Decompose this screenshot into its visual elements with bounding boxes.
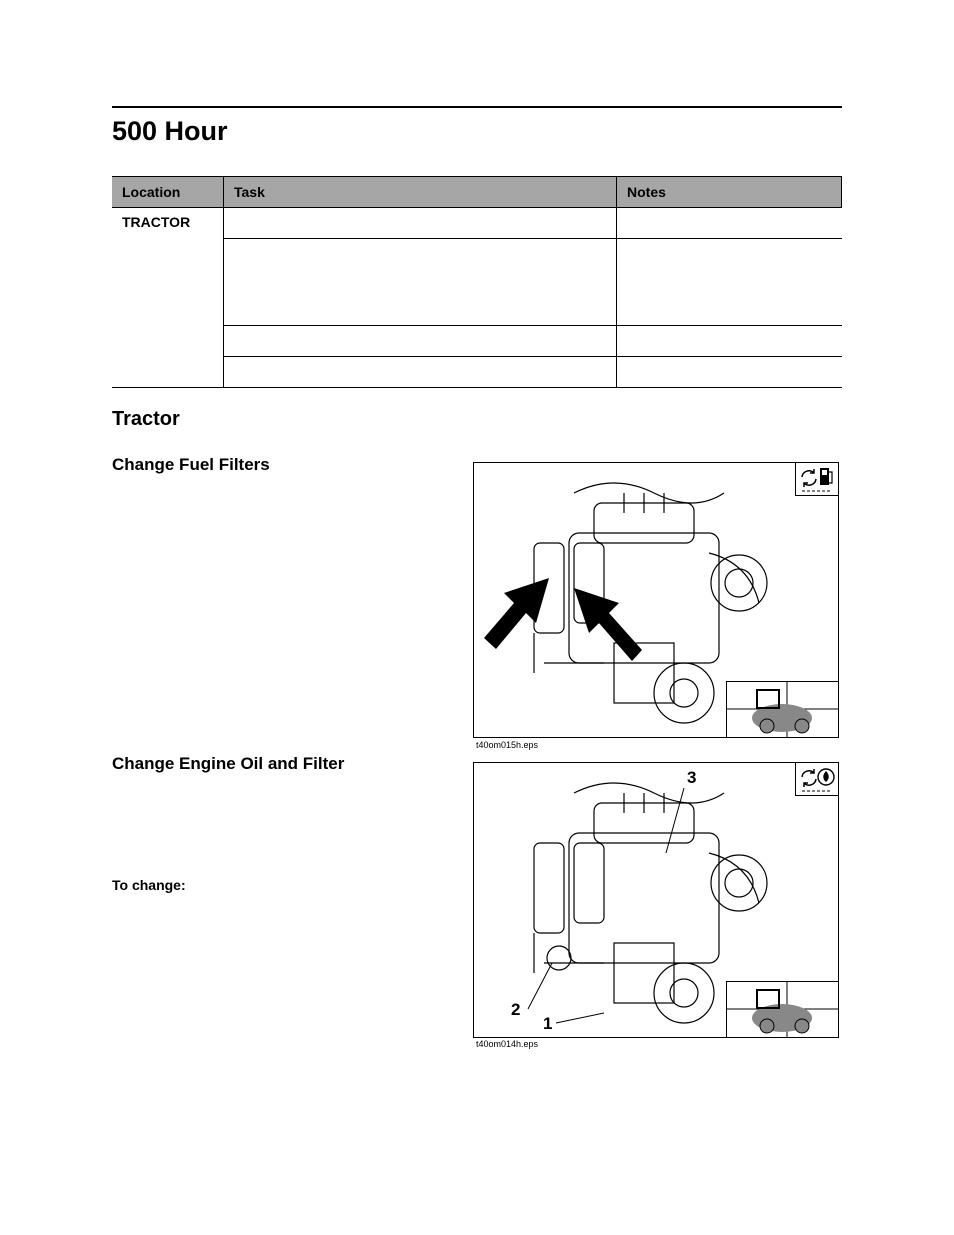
task-cell	[224, 239, 617, 326]
top-rule	[112, 106, 842, 108]
notes-cell	[617, 239, 842, 326]
notes-cell	[617, 326, 842, 357]
service-icon-box	[795, 463, 838, 496]
service-icon-box	[795, 763, 838, 796]
tractor-location-icon	[726, 681, 838, 737]
fuel-filter-heading: Change Fuel Filters	[112, 455, 270, 474]
section-title: Tractor	[112, 408, 180, 430]
callout-2: 2	[511, 1000, 521, 1019]
oil-drop-icon	[818, 769, 834, 785]
engine-oil-figure	[473, 762, 839, 1038]
tractor-location-icon	[726, 981, 838, 1037]
callout-1: 1	[543, 1014, 553, 1033]
figure-caption: t40om014h.eps	[476, 1039, 539, 1049]
refresh-icon	[802, 769, 816, 787]
to-change-label: To change:	[112, 877, 186, 893]
location-cell: TRACTOR	[112, 208, 224, 388]
column-header-location: Location	[112, 177, 224, 208]
column-header-notes: Notes	[617, 177, 842, 208]
notes-cell	[617, 357, 842, 388]
refresh-icon	[802, 469, 816, 487]
maintenance-schedule-table	[112, 176, 842, 388]
engine-oil-heading: Change Engine Oil and Filter	[112, 754, 345, 773]
page-title: 500 Hour	[112, 116, 228, 146]
task-cell	[224, 208, 617, 239]
table-header-row	[112, 177, 842, 208]
fuel-filter-figure	[473, 462, 839, 738]
table-row	[112, 208, 842, 239]
callout-3: 3	[687, 768, 697, 787]
task-cell	[224, 357, 617, 388]
figure-caption: t40om015h.eps	[476, 740, 539, 750]
task-cell	[224, 326, 617, 357]
column-header-task: Task	[224, 177, 617, 208]
notes-cell	[617, 208, 842, 239]
fuel-pump-icon	[820, 468, 832, 485]
